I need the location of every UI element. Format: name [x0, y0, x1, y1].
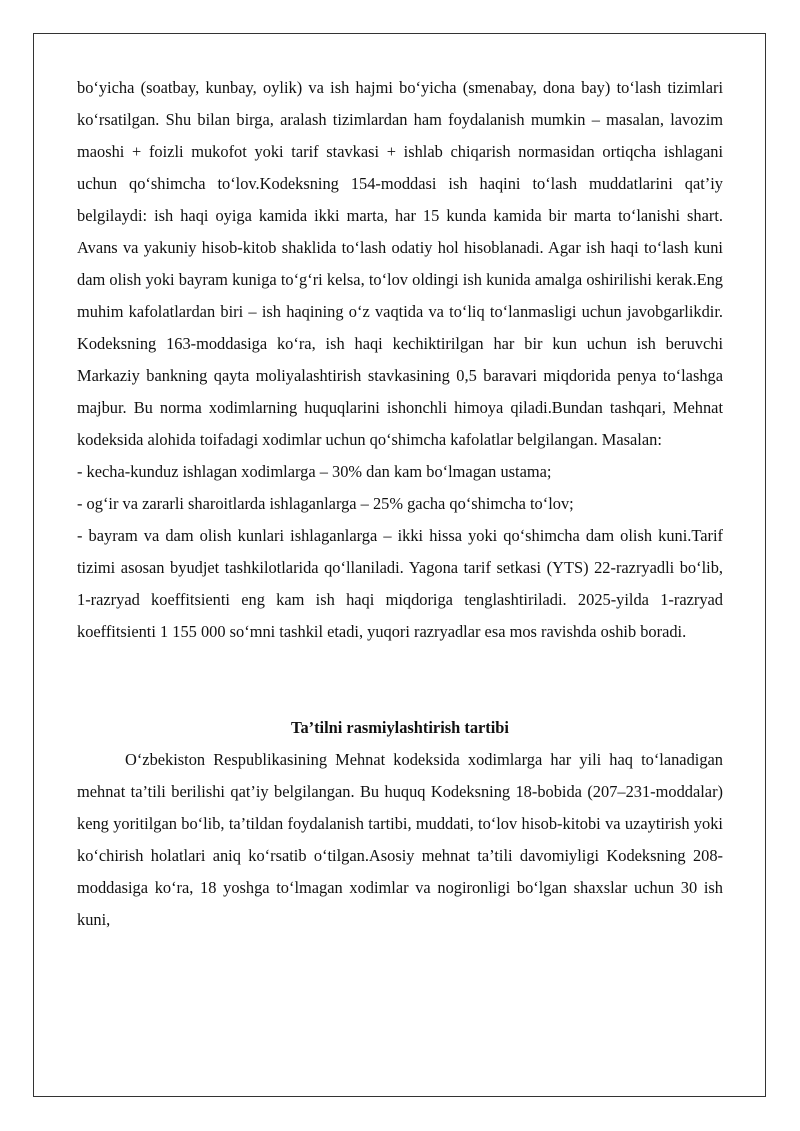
section-heading: Ta’tilni rasmiylashtirish tartibi	[291, 718, 509, 737]
list-item: - kecha-kunduz ishlagan xodimlarga – 30% dan kam bo‘lmagan ustama;	[77, 462, 552, 481]
list-item: - bayram va dam olish kunlari ishlaganlarga – ikki hissa yoki qo‘shimcha dam olish kuni.Tarif tizimi asosan byudjet tashkilotlarida qo‘llaniladi. Yagona tarif setkasi (YTS) 22-razryadli bo‘lib, 1-razryad koeffitsienti eng kam ish haqi miqdoriga tenglashtiriladi. 2025-yilda 1-razryad koeffitsienti 1 155 000 so‘mni tashkil etadi, yuqori razryadlar esa mos ravishda oshib boradi.	[77, 526, 723, 641]
section-spacer	[77, 648, 723, 712]
document-body	[77, 72, 723, 936]
list-item: - og‘ir va zararli sharoitlarda ishlaganlarga – 25% gacha qo‘shimcha to‘lov;	[77, 494, 574, 513]
body-paragraph: bo‘yicha (soatbay, kunbay, oylik) va ish hajmi bo‘yicha (smenabay, dona bay) to‘lash tizimlari ko‘rsatilgan. Shu bilan birga, aralash tizimlardan ham foydalanish mumkin – masalan, lavozim maoshi + foizli mukofot yoki tarif stavkasi + ishlab chiqarish normasidan ortiqcha ishlagani uchun qo‘shimcha to‘lov.Kodeksning 154-moddasi ish haqini to‘lash muddatlarini qat’iy belgilaydi: ish haqi oyiga kamida ikki marta, har 15 kunda kamida bir marta to‘lanishi shart. Avans va yakuniy hisob-kitob shaklida to‘lash odatiy hol hisoblanadi. Agar ish haqi to‘lash kuni dam olish yoki bayram kuniga to‘g‘ri kelsa, to‘lov oldingi ish kunida amalga oshirilishi kerak.Eng muhim kafolatlardan biri – ish haqining o‘z vaqtida va to‘liq to‘lanmasligi uchun javobgarlikdir. Kodeksning 163-moddasiga ko‘ra, ish haqi kechiktirilgan har bir kun uchun ish beruvchi Markaziy bankning qayta moliyalashtirish stavkasining 0,5 baravari miqdorida penya to‘lashga majbur. Bu norma xodimlarning huquqlarini ishonchli himoya qiladi.Bundan tashqari, Mehnat kodeksida alohida toifadagi xodimlar uchun qo‘shimcha kafolatlar belgilangan. Masalan:	[77, 78, 723, 449]
body-paragraph: O‘zbekiston Respublikasining Mehnat kodeksida xodimlarga har yili haq to‘lanadigan mehnat ta’tili berilishi qat’iy belgilangan. Bu huquq Kodeksning 18-bobida (207–231-moddalar) keng yoritilgan bo‘lib, ta’tildan foydalanish tartibi, muddati, to‘lov hisob-kitobi va uzaytirish yoki ko‘chirish holatlari aniq ko‘rsatib o‘tilgan.Asosiy mehnat ta’tili davomiyligi Kodeksning 208-moddasiga ko‘ra, 18 yoshga to‘lmagan xodimlar va nogironligi bo‘lgan shaxslar uchun 30 ish kuni,	[77, 750, 723, 929]
